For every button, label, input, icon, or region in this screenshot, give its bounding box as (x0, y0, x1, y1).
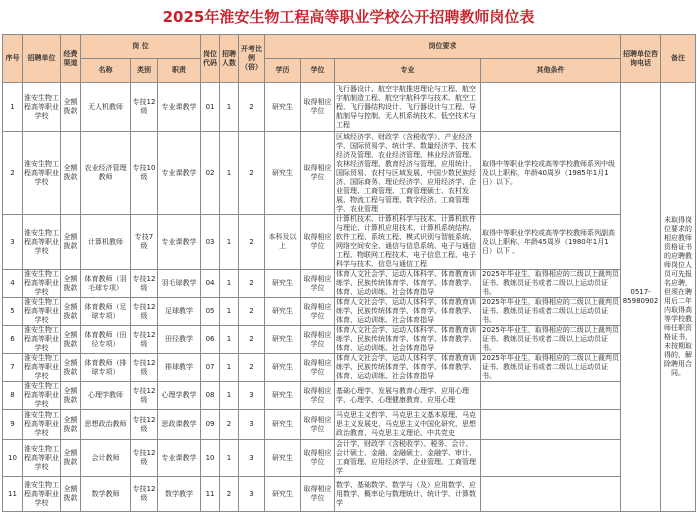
header-other: 其他条件 (481, 59, 621, 83)
cell-category: 专技12级 (131, 410, 158, 440)
cell-education: 研究生 (265, 83, 301, 132)
cell-count: 2 (220, 410, 239, 440)
cell-degree: 取得相应学位 (301, 270, 335, 298)
cell-category: 专技10级 (131, 132, 158, 215)
cell-name: 体育教师（田径专项） (81, 326, 131, 354)
cell-funding: 全额拨款 (61, 477, 81, 512)
cell-education: 研究生 (265, 298, 301, 326)
cell-other: 2025年毕业生，取得相应的二级以上裁判员证书、教练员证书或者二级以上运动员证书。 (482, 326, 619, 352)
cell-duty: 思政课教学 (158, 410, 201, 440)
cell-degree: 取得相应学位 (301, 298, 335, 326)
cell-ratio: 2 (239, 298, 265, 326)
recruitment-table (2, 34, 696, 512)
cell-education: 研究生 (265, 354, 301, 382)
cell-seq: 5 (3, 298, 23, 326)
header-remark: 备注 (661, 35, 696, 83)
cell-funding: 全额拨款 (61, 215, 81, 270)
cell-funding: 全额拨款 (61, 410, 81, 440)
cell-count: 1 (220, 132, 239, 215)
header-major: 专业 (335, 59, 481, 83)
cell-ratio: 3 (239, 477, 265, 512)
header-count: 招聘人数 (220, 35, 239, 83)
cell-duty: 专业课教学 (158, 215, 201, 270)
cell-degree: 取得相应学位 (301, 477, 335, 512)
cell-name: 体育教师（羽毛球专项） (81, 270, 131, 298)
cell-code: 09 (201, 410, 220, 440)
cell-name: 农业经济管理教师 (81, 132, 131, 215)
cell-other: 取得中等职业学校或高等学校教师系列副高及以上职称，年龄45周岁（1980年1月1日）以下 。 (481, 215, 621, 270)
cell-remark: 未取得岗位要求的相应教师资格证书的应聘教师岗位人员可先报名应聘，但须在聘用后二年内取得高等学校教师任职资格证书，未按期取得的，解除聘用合同。 (661, 83, 696, 512)
cell-education: 研究生 (265, 410, 301, 440)
cell-education: 本科及以上 (265, 215, 301, 270)
cell-category: 专技12级 (131, 440, 158, 477)
cell-major: 计算机技术、计算机科学与技术、计算机软件与理论、计算机应用技术、计算机系统结构、软件工程、系统工程、模式识别与智能系统、网络空间安全、通信与信息系统、电子与通信工程、物联网工程技术、电子信息工程、电子科学与技术、信息与通信工程 (335, 215, 481, 270)
cell-major: 马克思主义哲学、马克思主义基本原理、马克思主义发展史、马克思主义中国化研究、思想政治教育、马克思主义理论、中共党史 (335, 410, 481, 440)
cell-education: 研究生 (265, 326, 301, 354)
cell-major: 飞行器设计、航空宇航推进理论与工程、航空宇航制造工程、航空宇航科学与技术、航空工程、飞行器结构设计、飞行器设计与工程、导航制导与控制、无人机系统技术、低空技术与工程 (335, 83, 481, 132)
cell-count: 1 (220, 215, 239, 270)
cell-code: 04 (201, 270, 220, 298)
cell-degree: 取得相应学位 (301, 440, 335, 477)
cell-degree: 取得相应学位 (301, 382, 335, 410)
table-row (3, 298, 696, 326)
cell-education: 研究生 (265, 440, 301, 477)
cell-other: 2025年毕业生，取得相应的二级以上裁判员证书、教练员证书或者二级以上运动员证书。 (482, 354, 619, 380)
cell-seq: 6 (3, 326, 23, 354)
cell-funding: 全额拨款 (61, 382, 81, 410)
cell-code: 08 (201, 382, 220, 410)
cell-unit: 淮安生物工程高等职业学校 (24, 382, 59, 408)
cell-other (481, 83, 621, 132)
cell-category: 专技12级 (131, 298, 158, 326)
cell-duty: 排球教学 (158, 354, 201, 382)
table-row (3, 410, 696, 440)
header-position-name: 名称 (81, 59, 131, 83)
cell-name: 思想政治教师 (81, 410, 131, 440)
cell-major: 会计学、财政学（含税收学）、税务、会计、会计硕士、金融、金融硕士、金融学、审计、工商管理、应用经济学、企业管理、工商管理学 (335, 440, 481, 477)
cell-ratio: 2 (239, 326, 265, 354)
cell-category: 专技12级 (131, 382, 158, 410)
cell-count: 1 (220, 270, 239, 298)
cell-name: 体育教师（足球专项） (81, 298, 131, 326)
cell-ratio: 2 (239, 83, 265, 132)
cell-education: 研究生 (265, 132, 301, 215)
header-funding: 经费渠道 (61, 35, 81, 83)
cell-category: 专技12级 (131, 83, 158, 132)
cell-ratio: 3 (239, 410, 265, 440)
header-seq: 序号 (3, 35, 23, 83)
cell-seq: 1 (3, 83, 23, 132)
header-position-duty: 职责 (158, 59, 201, 83)
cell-code: 02 (201, 132, 220, 215)
cell-duty: 数学教学 (158, 477, 201, 512)
page-title: 2025年淮安生物工程高等职业学校公开招聘教师岗位表 (162, 8, 535, 26)
cell-other: 2025年毕业生，取得相应的二级以上裁判员证书、教练员证书或者二级以上运动员证书。 (482, 298, 619, 324)
cell-duty: 羽毛球教学 (158, 270, 201, 298)
table-row (3, 83, 696, 132)
cell-category: 专技7级 (131, 215, 158, 270)
cell-unit: 淮安生物工程高等职业学校 (23, 132, 61, 215)
header-phone: 招聘单位咨询电话 (621, 35, 661, 83)
table-row (3, 326, 696, 354)
table-row (3, 354, 696, 382)
header-degree: 学位 (301, 59, 335, 83)
cell-other (481, 440, 621, 477)
cell-seq: 8 (3, 382, 23, 410)
cell-funding: 全额拨款 (61, 298, 81, 326)
cell-seq: 11 (3, 477, 23, 512)
table-row (3, 132, 696, 215)
header-code: 岗位代码 (201, 35, 220, 83)
cell-funding: 全额拨款 (61, 83, 81, 132)
header-requirements-group: 岗位要求 (265, 35, 621, 59)
cell-code: 07 (201, 354, 220, 382)
cell-seq: 2 (3, 132, 23, 215)
table-row (3, 382, 696, 410)
cell-count: 1 (220, 382, 239, 410)
header-position-group: 岗 位 (81, 35, 201, 59)
cell-unit: 淮安生物工程高等职业学校 (24, 270, 59, 296)
cell-unit: 淮安生物工程高等职业学校 (23, 215, 61, 270)
cell-degree: 取得相应学位 (301, 326, 335, 354)
cell-phone: 0517-85980902 (621, 83, 661, 512)
cell-other: 2025年毕业生，取得相应的二级以上裁判员证书、教练员证书或者二级以上运动员证书。 (482, 270, 619, 296)
cell-ratio: 2 (239, 354, 265, 382)
cell-other: 取得中等职业学校或高等学校教师系列中级及以上职称，年龄40周岁（1985年1月1日）以下。 (481, 132, 621, 215)
cell-code: 03 (201, 215, 220, 270)
cell-major: 基础心理学、发展与教育心理学、应用心理学、心理学、心理健康教育、应用心理 (335, 382, 481, 410)
cell-unit: 淮安生物工程高等职业学校 (24, 354, 59, 380)
cell-unit: 淮安生物工程高等职业学校 (23, 477, 61, 512)
cell-ratio: 2 (239, 132, 265, 215)
cell-code: 10 (201, 440, 220, 477)
cell-count: 1 (220, 326, 239, 354)
cell-seq: 7 (3, 354, 23, 382)
cell-unit: 淮安生物工程高等职业学校 (23, 410, 61, 440)
cell-category: 专技12级 (131, 354, 158, 382)
table-row (3, 215, 696, 270)
cell-name: 会计教师 (81, 440, 131, 477)
cell-major: 区域经济学、财政学（含税收学）、产业经济学、国际贸易学、统计学、数量经济学、技术经济及管理、农业经济管理、林业经济管理、农林经济管理、教育经济与管理、应用统计、国际贸易、农村与区域发展、中国少数民族经济、国际商务、理论经济学、应用经济学、企业管理、工商管理、工商管理硕士、农村发展、物流工程与管理、数字经济、工商管理学、农业管理 (335, 132, 481, 215)
table-row (3, 477, 696, 512)
cell-education: 研究生 (265, 477, 301, 512)
cell-count: 1 (220, 298, 239, 326)
cell-degree: 取得相应学位 (301, 132, 335, 215)
cell-name: 数学教师 (81, 477, 131, 512)
cell-ratio: 2 (239, 270, 265, 298)
cell-major: 体育人文社会学、运动人体科学、体育教育训练学、民族传统体育学、体育学、体育教学、体育、运动训练、社会体育指导 (335, 326, 481, 354)
cell-duty: 专业课教学 (158, 440, 201, 477)
cell-seq: 4 (3, 270, 23, 298)
header-education: 学历 (265, 59, 301, 83)
cell-code: 06 (201, 326, 220, 354)
cell-major: 体育人文社会学、运动人体科学、体育教育训练学、民族传统体育学、体育学、体育教学、体育、运动训练、社会体育指导 (335, 298, 481, 326)
cell-count: 1 (220, 354, 239, 382)
cell-seq: 10 (3, 440, 23, 477)
cell-degree: 取得相应学位 (301, 354, 335, 382)
cell-ratio: 3 (239, 440, 265, 477)
cell-name: 心理学教师 (81, 382, 131, 410)
cell-degree: 取得相应学位 (301, 410, 335, 440)
header-unit: 招聘单位 (23, 35, 61, 83)
table-row (3, 440, 696, 477)
cell-major: 数学、基础数学、数学与（及）应用数学、应用数学、概率论与数理统计、统计学、计算数学 (335, 477, 481, 512)
cell-seq: 3 (3, 215, 23, 270)
cell-code: 01 (201, 83, 220, 132)
cell-funding: 全额拨款 (61, 326, 81, 354)
cell-unit: 淮安生物工程高等职业学校 (24, 326, 59, 352)
header-position-category: 类别 (131, 59, 158, 83)
cell-duty: 专业课教学 (158, 132, 201, 215)
cell-major: 体育人文社会学、运动人体科学、体育教育训练学、民族传统体育学、体育学、体育教学、体育、运动训练、社会体育指导 (335, 354, 481, 382)
cell-count: 1 (220, 440, 239, 477)
table-row (3, 270, 696, 298)
cell-duty: 足球教学 (158, 298, 201, 326)
cell-degree: 取得相应学位 (301, 215, 335, 270)
cell-category: 专技12级 (131, 477, 158, 512)
cell-name: 无人机教师 (81, 83, 131, 132)
cell-category: 专技12级 (131, 270, 158, 298)
cell-other (481, 382, 621, 410)
cell-ratio: 3 (239, 382, 265, 410)
cell-seq: 9 (3, 410, 23, 440)
cell-unit: 淮安生物工程高等职业学校 (23, 83, 61, 132)
cell-funding: 全额拨款 (61, 270, 81, 298)
cell-unit: 淮安生物工程高等职业学校 (23, 440, 61, 477)
cell-duty: 专业课教学 (158, 83, 201, 132)
header-ratio: 开考比例（倍） (239, 35, 265, 83)
cell-name: 计算机教师 (81, 215, 131, 270)
cell-funding: 全额拨款 (61, 354, 81, 382)
cell-category: 专技12级 (131, 326, 158, 354)
cell-code: 11 (201, 477, 220, 512)
cell-other (481, 410, 621, 440)
cell-name: 体育教师（排球专项） (81, 354, 131, 382)
cell-major: 体育人文社会学、运动人体科学、体育教育训练学、民族传统体育学、体育学、体育教学、体育、运动训练、社会体育指导 (335, 270, 481, 298)
cell-funding: 全额拨款 (61, 440, 81, 477)
cell-code: 05 (201, 298, 220, 326)
cell-unit: 淮安生物工程高等职业学校 (24, 298, 59, 324)
cell-other (481, 477, 621, 512)
cell-count: 2 (220, 477, 239, 512)
cell-funding: 全额拨款 (61, 132, 81, 215)
cell-education: 研究生 (265, 270, 301, 298)
cell-degree: 取得相应学位 (301, 83, 335, 132)
cell-count: 1 (220, 83, 239, 132)
cell-duty: 心理学教学 (158, 382, 201, 410)
cell-education: 研究生 (265, 382, 301, 410)
cell-ratio: 2 (239, 215, 265, 270)
cell-duty: 田径教学 (158, 326, 201, 354)
